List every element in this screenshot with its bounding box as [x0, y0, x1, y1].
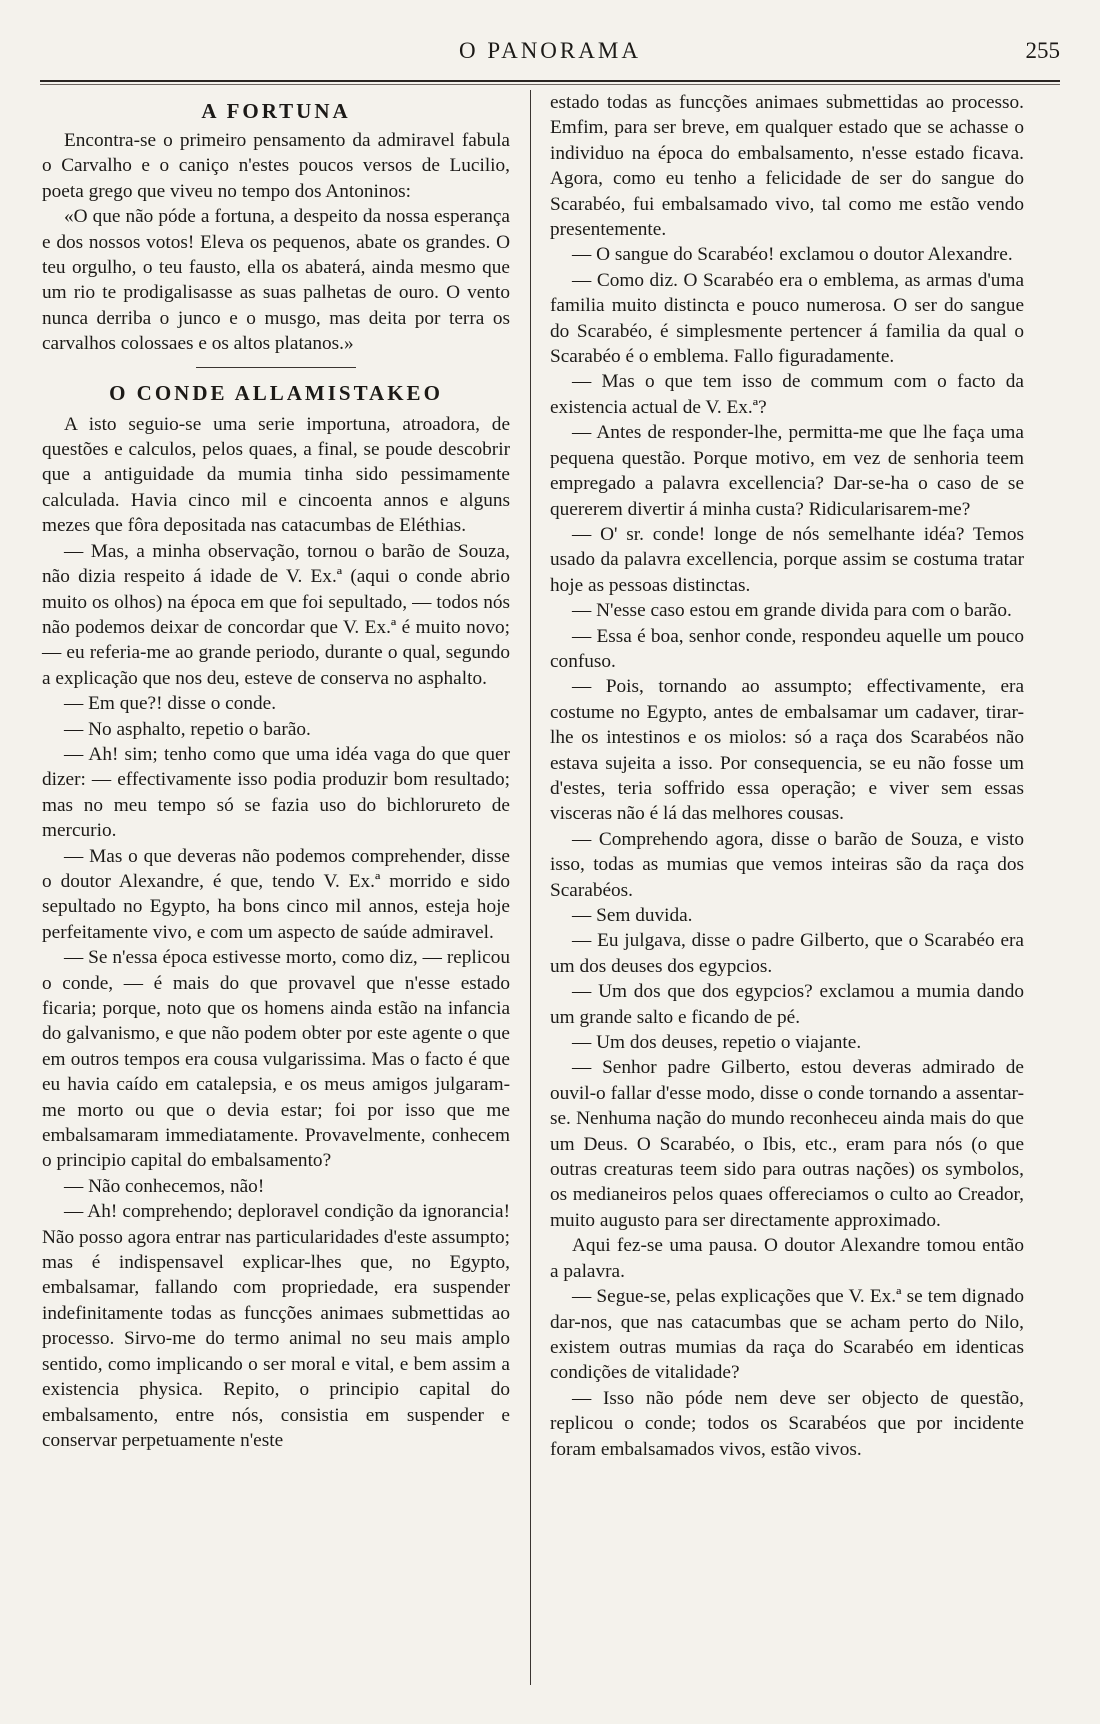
left-column: [42, 90, 510, 1453]
paragraph: estado todas as funcções animaes submettidas ao processo. Emfim, para ser breve, em qualquer estado que se achasse o individuo na época do embalsamento, n'esse estado ficava. Agora, como eu tenho a felicidade de ser do sangue do Scarabéo, fui embalsamado vivo, tal como me estão vendo presentemente.: [550, 92, 1024, 241]
section-separator: [196, 367, 356, 368]
paragraph: — Um dos deuses, repetio o viajante.: [572, 1032, 862, 1054]
paragraph: — No asphalto, repetio o barão.: [64, 718, 311, 740]
paragraph: — Ah! sim; tenho como que uma idéa vaga do que quer dizer: — effectivamente isso podia produzir bom resultado; mas no meu tempo só se fazia uso do bichlorureto de mercurio.: [42, 743, 510, 842]
paragraph: — Comprehendo agora, disse o barão de Souza, e visto isso, todas as mumias que vemos inteiras são da raça dos Scarabéos.: [550, 828, 1024, 901]
paragraph: — Pois, tornando ao assumpto; effectivamente, era costume no Egypto, antes de embalsamar um cadaver, tirar-lhe os intestinos e os miolos: só a raça dos Scarabéos não estava sujeita a isso. Por consequencia, se eu não fosse um d'estes, teria soffrido essa operação; e viver sem essas visceras não é lá das melhores cousas.: [550, 676, 1024, 825]
paragraph: — Sem duvida.: [572, 905, 693, 926]
paragraph: — Senhor padre Gilberto, estou deveras admirado de ouvil-o fallar d'esse modo, disse o conde tornando a assentar-se. Nenhuma nação do mundo reconheceu ainda mais do que um Deus. O Scarabéo, o Ibis, etc., eram para nós (o que outras creaturas teem sido para outras nações) os symbolos, os medianeiros pelos quaes offereciamos o culto ao Creador, muito augusto para ser directamente approximado.: [550, 1057, 1024, 1231]
header-rule-thin: [40, 84, 1060, 85]
paragraph: — O' sr. conde! longe de nós semelhante idéa? Temos usado da palavra excellencia, porque assim se costuma tratar hoje as pessoas distinctas.: [550, 523, 1024, 596]
paragraph: «O que não póde a fortuna, a despeito da nossa esperança e dos nossos votos! Eleva os pequenos, abate os grandes. O teu orgulho, o teu fausto, ella os abaterá, ainda mesmo que um rio te prodigalisasse as suas palhetas de ouro. O vento nunca derriba o junco e o musgo, mas deita por terra os carvalhos colossaes e os altos platanos.»: [42, 206, 510, 355]
page-number: 255: [1025, 38, 1060, 63]
paragraph: — O sangue do Scarabéo! exclamou o doutor Alexandre.: [572, 244, 1013, 266]
paragraph: — Mas o que deveras não podemos comprehender, disse o doutor Alexandre, é que, tendo V. Ex.ª morrido e sido sepultado no Egypto, ha bons cinco mil annos, esteja hoje perfeitamente vivo, e com um aspecto de saúde admiravel.: [42, 845, 510, 943]
paragraph: — N'esse caso estou em grande divida para com o barão.: [572, 600, 1012, 622]
right-column: [550, 90, 1024, 1462]
running-head: [40, 38, 1060, 78]
paragraph: — Mas o que tem isso de commum com o facto da existencia actual de V. Ex.ª?: [550, 371, 1024, 418]
paragraph: Encontra-se o primeiro pensamento da admiravel fabula o Carvalho e o caniço n'estes poucos versos de Lucilio, poeta grego que viveu no tempo dos Antoninos:: [42, 130, 510, 202]
paragraph: — Se n'essa época estivesse morto, como diz, — replicou o conde, — é mais do que provavel que n'esse estado ficaria; porque, noto que os homens ainda estão na infancia do galvanismo, e que não podem obter por este agente o que em outros tempos era cousa vulgarissima. Mas o facto é que eu havia caído em catalepsia, e os meus amigos julgaram-me morto ou que o devia estar; foi por isso que me embalsamaram immediatamente. Provavelmente, conhecem o principio capital do embalsamento?: [42, 947, 510, 1172]
header-rule: [40, 80, 1060, 82]
section-title-conde: O CONDE ALLAMISTAKEO: [109, 380, 443, 405]
paragraph: — Em que?! disse o conde.: [64, 693, 277, 715]
running-title: O PANORAMA: [459, 38, 641, 63]
paragraph: Aqui fez-se uma pausa. O doutor Alexandre tomou então a palavra.: [550, 1235, 1024, 1282]
section-title-fortuna: A FORTUNA: [201, 99, 351, 123]
paragraph: — Essa é boa, senhor conde, respondeu aquelle um pouco confuso.: [550, 625, 1024, 672]
paragraph: — Não conhecemos, não!: [64, 1175, 265, 1197]
paragraph: — Como diz. O Scarabéo era o emblema, as armas d'uma familia muito distincta e pouco numerosa. O ser do sangue do Scarabéo, é simplesmente pertencer á familia da qual o Scarabéo é o emblema. Fallo figuradamente.: [550, 269, 1024, 368]
paragraph: — Um dos que dos egypcios? exclamou a mumia dando um grande salto e ficando de pé.: [550, 981, 1024, 1028]
paragraph: A isto seguio-se uma serie importuna, atroadora, de questões e calculos, pelos quaes, a final, se poude descobrir que a antiguidade da mumia tinha sido pessimamente calculada. Havia cinco mil e cincoenta annos e alguns mezes que fôra depositada nas catacumbas de Eléthias.: [42, 413, 510, 537]
paragraph: — Segue-se, pelas explicações que V. Ex.ª se tem dignado dar-nos, que nas catacumbas que se acham perto do Nilo, existem outras mumias da raça do Scarabéo em identicas condições de vitalidade?: [550, 1286, 1024, 1384]
paragraph: — Ah! comprehendo; deploravel condição da ignorancia! Não posso agora entrar nas particularidades d'este assumpto; mas é indispensavel explicar-lhes que, no Egypto, embalsamar, fallando com propriedade, era suspender indefinitamente todas as funcções animaes submettidas ao processo. Sirvo-me do termo animal no seu mais amplo sentido, como implicando o ser moral e vital, e bem assim a existencia physica. Repito, o principio capital do embalsamento, entre nós, consistia em suspender e conservar perpetuamente n'este: [42, 1201, 510, 1451]
paragraph: — Antes de responder-lhe, permitta-me que lhe faça uma pequena questão. Porque motivo, em vez de senhoria teem empregado a palavra excellencia? Dar-se-ha o caso de se quererem divertir á minha custa? Ridicularisarem-me?: [550, 422, 1024, 520]
column-divider: [530, 90, 531, 1685]
paragraph: — Mas, a minha observação, tornou o barão de Souza, não dizia respeito á idade de V. Ex.ª (aqui o conde abrio muito os olhos) na época em que foi sepultado, — todos nós não podemos deixar de concordar que V. Ex.ª é muito novo; — eu referia-me ao grande periodo, durante o qual, segundo a explicação que nos deu, esteve de conserva no asphalto.: [42, 540, 510, 689]
paragraph: — Eu julgava, disse o padre Gilberto, que o Scarabéo era um dos deuses dos egypcios.: [550, 930, 1024, 977]
paragraph: — Isso não póde nem deve ser objecto de questão, replicou o conde; todos os Scarabéos que por incidente foram embalsamados vivos, estão vivos.: [550, 1387, 1024, 1460]
